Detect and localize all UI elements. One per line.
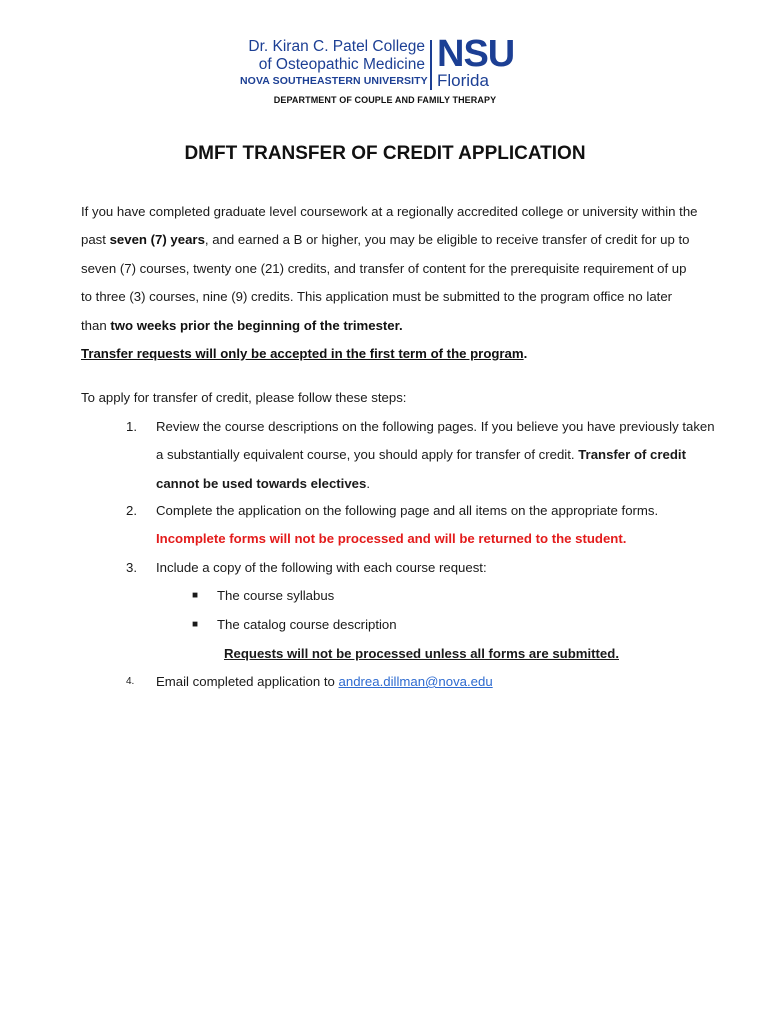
nsu-logo xyxy=(240,33,540,96)
logo-college-name xyxy=(240,38,428,88)
email-link[interactable]: andrea.dillman@nova.edu xyxy=(338,674,493,689)
intro-bold-years: seven (7) years xyxy=(109,232,205,248)
intro-text-a: If you have completed graduate level coursework at a regionally accredited college or university within the past xyxy=(81,204,698,248)
intro-text-b: , and earned a B or higher, you may be eligible to receive transfer of credit for up to seven (7) courses, twenty one (21) credits, and transfer of content for the prerequisite requirement of up to three (3) courses, nine (9) credits. This application must be submitted to the program office no later than xyxy=(81,232,690,333)
step-1-number: 1. xyxy=(126,419,137,434)
square-bullet-icon: ■ xyxy=(192,590,199,601)
step-4-number: 4. xyxy=(126,676,135,687)
page-title: DMFT TRANSFER OF CREDIT APPLICATION xyxy=(184,143,586,164)
logo-divider xyxy=(430,40,432,90)
step-1-text xyxy=(156,413,716,498)
step-2-text xyxy=(156,497,716,554)
intro-bold-deadline: two weeks prior the beginning of the trimester. xyxy=(110,317,403,333)
intro-underline-note: Transfer requests will only be accepted in the first term of the program xyxy=(81,346,524,362)
step-1-bold: Transfer of credit cannot be used towards electives xyxy=(156,447,686,491)
step-2-number: 2. xyxy=(126,503,137,518)
square-bullet-icon: ■ xyxy=(192,619,199,630)
logo-line-1: Dr. Kiran C. Patel College xyxy=(248,38,425,55)
requests-note: Requests will not be processed unless all forms are submitted. xyxy=(223,646,619,661)
step-1-end: . xyxy=(366,475,371,491)
intro-paragraph xyxy=(81,198,701,368)
bullet-syllabus: The course syllabus xyxy=(217,588,335,603)
steps-intro: To apply for transfer of credit, please follow these steps: xyxy=(81,390,407,405)
step-2-warning: Incomplete forms will not be processed and will be returned to the student. xyxy=(156,531,627,547)
step-3-text: Include a copy of the following with each course request: xyxy=(156,560,487,575)
logo-nsu-mark xyxy=(437,33,515,90)
step-4-text-a: Email completed application to xyxy=(156,674,339,689)
step-3-number: 3. xyxy=(126,560,137,575)
intro-end: . xyxy=(523,346,528,362)
logo-nsu-text: NSU xyxy=(437,33,515,75)
bullet-catalog: The catalog course description xyxy=(217,617,397,632)
step-4-text xyxy=(156,668,716,696)
step-1-text-a: Review the course descriptions on the following pages. If you believe you have previously taken a substantially equivalent course, you should apply for transfer of credit. xyxy=(156,419,715,463)
logo-line-2: of Osteopathic Medicine xyxy=(258,56,425,73)
logo-university: NOVA SOUTHEASTERN UNIVERSITY xyxy=(240,75,428,87)
step-2-text-a: Complete the application on the following page and all items on the appropriate forms. xyxy=(156,503,659,518)
logo-florida-text: Florida xyxy=(437,71,489,90)
department-name: DEPARTMENT OF COUPLE AND FAMILY THERAPY xyxy=(273,95,497,105)
